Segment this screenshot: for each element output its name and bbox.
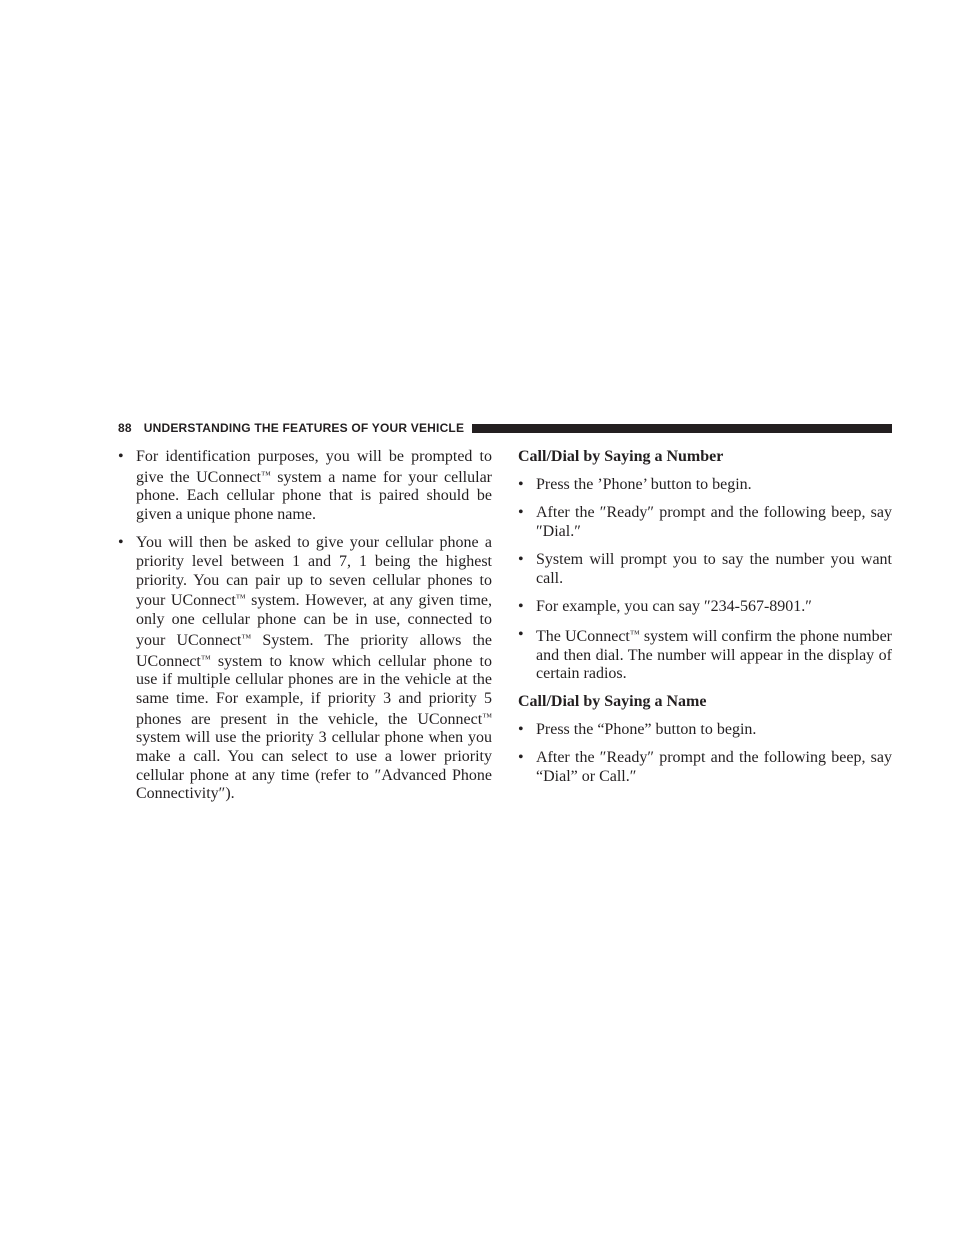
- paragraph-text: The UConnect™ system will confirm the phone number and then dial. The number will appear in the display of certain radios.: [536, 627, 893, 683]
- paragraph-text: For identification purposes, you will be prompted to give the UConnect™ system a name for your cellular phone. Each cellular phone that is paired should be given a unique phone name.: [136, 448, 492, 524]
- list-item: [118, 534, 492, 804]
- header-rule: [472, 424, 892, 433]
- list-item: [518, 598, 892, 617]
- paragraph-text: Press the ’Phone’ button to begin.: [536, 475, 752, 493]
- left-bullet-list: [118, 448, 492, 804]
- bullet-glyph: •: [118, 534, 124, 552]
- bullet-glyph: •: [518, 748, 524, 766]
- bullet-glyph: •: [518, 625, 524, 643]
- paragraph-text: After the ″Ready″ prompt and the following beep, say “Dial” or Call.″: [536, 748, 892, 785]
- page-header: [118, 418, 892, 438]
- paragraph-text: For example, you can say ″234-567-8901.″: [536, 597, 812, 615]
- section-title: UNDERSTANDING THE FEATURES OF YOUR VEHICLE: [143, 421, 465, 435]
- list-item: [118, 448, 492, 525]
- paragraph-text: Press the “Phone” button to begin.: [536, 720, 757, 738]
- list-item: [518, 504, 892, 541]
- name-bullet-list: [518, 721, 892, 787]
- bullet-glyph: •: [518, 503, 524, 521]
- list-item: [518, 721, 892, 740]
- bullet-glyph: •: [518, 597, 524, 615]
- bullet-glyph: •: [518, 550, 524, 568]
- name-heading: Call/Dial by Saying a Name: [518, 693, 707, 711]
- list-item: [518, 626, 892, 684]
- list-item: [518, 551, 892, 588]
- paragraph-text: System will prompt you to say the number you want call.: [536, 550, 892, 587]
- list-item: [518, 749, 892, 786]
- bullet-glyph: •: [518, 720, 524, 738]
- number-heading: Call/Dial by Saying a Number: [518, 448, 724, 465]
- left-column: [118, 448, 492, 804]
- bullet-glyph: •: [518, 475, 524, 493]
- bullet-glyph: •: [118, 448, 124, 465]
- number-bullet-list: [518, 476, 892, 684]
- paragraph-text: You will then be asked to give your cellular phone a priority level between 1 and 7, 1 being the highest priority. You can pair up to seven cellular phones to your UConnect™ system. However, at any given time, only one cellular phone can be in use, connected to your UConnect™ System. The priority allows the UConnect™ system to know which cellular phone to use if multiple cellular phones are in the vehicle at the same time. For example, if priority 3 and priority 5 phones are present in the vehicle, the UConnect™ system will use the priority 3 cellular phone when you make a call. You can select to use a lower priority cellular phone at any time (refer to ″Advanced Phone Connectivity″).: [136, 534, 493, 803]
- paragraph-text: After the ″Ready″ prompt and the following beep, say ″Dial.″: [536, 503, 892, 540]
- right-column: [518, 448, 892, 786]
- page-number: 88: [118, 421, 132, 435]
- list-item: [518, 476, 892, 495]
